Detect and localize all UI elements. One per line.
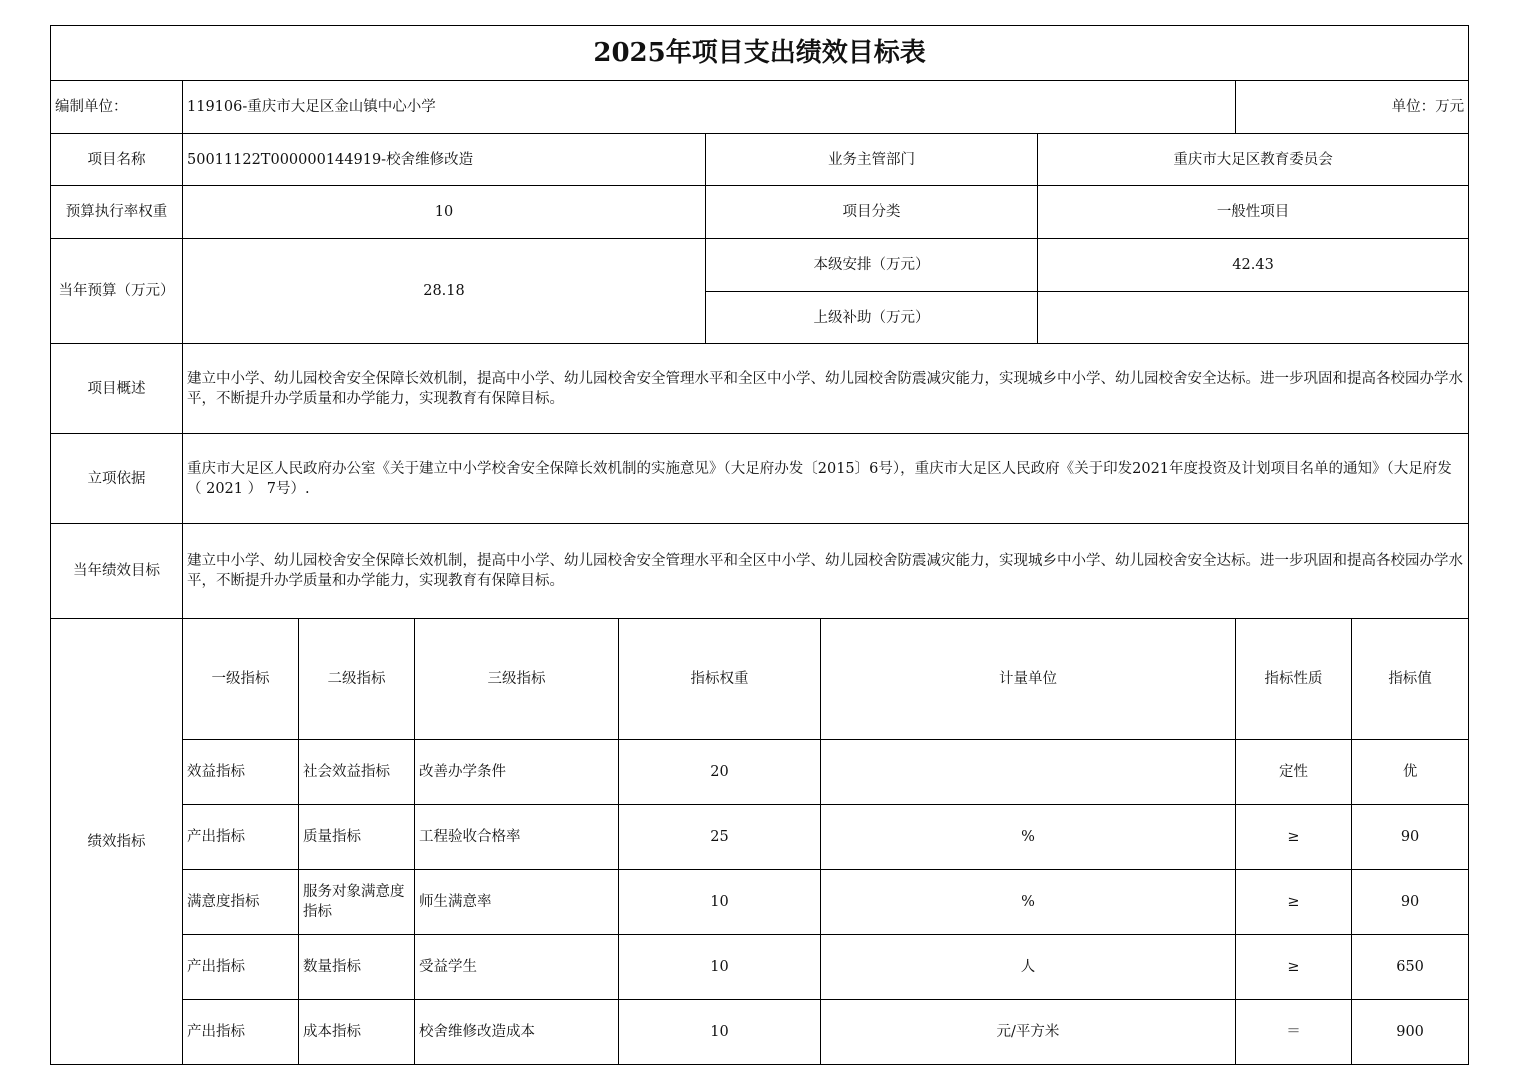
local-arrangement-label: 本级安排（万元） [706,239,1038,292]
cell-weight: 25 [619,805,821,870]
dept-label: 业务主管部门 [706,134,1038,186]
table-row [51,870,1469,935]
cell-value: 90 [1352,870,1469,935]
cell-level2: 质量指标 [299,805,415,870]
header-weight: 指标权重 [619,619,821,740]
unit-value: 119106-重庆市大足区金山镇中心小学 [183,81,1236,134]
cell-weight: 10 [619,935,821,1000]
local-arrangement-value: 42.43 [1038,239,1469,292]
cell-unit: % [821,805,1236,870]
annual-budget-value: 28.18 [183,239,706,344]
upper-subsidy-label: 上级补助（万元） [706,292,1038,344]
cell-level1: 效益指标 [183,740,299,805]
cell-nature: ＝ [1236,1000,1352,1065]
page-title: 2025年项目支出绩效目标表 [51,26,1469,81]
cell-level1: 产出指标 [183,935,299,1000]
cell-unit [821,740,1236,805]
table-row [51,740,1469,805]
cell-level3: 校舍维修改造成本 [415,1000,619,1065]
cell-level1: 产出指标 [183,805,299,870]
cell-unit: 元/平方米 [821,1000,1236,1065]
cell-level1: 产出指标 [183,1000,299,1065]
cell-level3: 改善办学条件 [415,740,619,805]
upper-subsidy-value [1038,292,1469,344]
cell-level2: 成本指标 [299,1000,415,1065]
annual-budget-label: 当年预算（万元） [51,239,183,344]
header-unit: 计量单位 [821,619,1236,740]
cell-unit: 人 [821,935,1236,1000]
table-row [51,805,1469,870]
indicators-label: 绩效指标 [51,619,183,1065]
cell-level3: 受益学生 [415,935,619,1000]
budget-weight-label: 预算执行率权重 [51,186,183,239]
cell-value: 900 [1352,1000,1469,1065]
cell-unit: % [821,870,1236,935]
budget-weight-value: 10 [183,186,706,239]
cell-weight: 10 [619,1000,821,1065]
table-row [51,935,1469,1000]
unit-label: 编制单位： [51,81,183,134]
cell-nature: ≥ [1236,935,1352,1000]
cell-value: 650 [1352,935,1469,1000]
cell-weight: 20 [619,740,821,805]
basis-text: 重庆市大足区人民政府办公室《关于建立中小学校舍安全保障长效机制的实施意见》（大足府办发〔2015〕6号），重庆市大足区人民政府《关于印发2021年度投资及计划项目名单的通知》（大足府发（ 2021 ） 7号）. [183,434,1469,524]
overview-text: 建立中小学、幼儿园校舍安全保障长效机制，提高中小学、幼儿园校舍安全管理水平和全区中小学、幼儿园校舍防震减灾能力，实现城乡中小学、幼儿园校舍安全达标。进一步巩固和提高各校园办学水平，不断提升办学质量和办学能力，实现教育有保障目标。 [183,344,1469,434]
category-value: 一般性项目 [1038,186,1469,239]
table-row [51,1000,1469,1065]
header-nature: 指标性质 [1236,619,1352,740]
cell-nature: ≥ [1236,870,1352,935]
category-label: 项目分类 [706,186,1038,239]
cell-value: 90 [1352,805,1469,870]
dept-value: 重庆市大足区教育委员会 [1038,134,1469,186]
cell-level2: 服务对象满意度指标 [299,870,415,935]
cell-nature: 定性 [1236,740,1352,805]
basis-label: 立项依据 [51,434,183,524]
header-level2: 二级指标 [299,619,415,740]
cell-value: 优 [1352,740,1469,805]
header-value: 指标值 [1352,619,1469,740]
cell-level3: 工程验收合格率 [415,805,619,870]
project-name-label: 项目名称 [51,134,183,186]
cell-nature: ≥ [1236,805,1352,870]
header-level1: 一级指标 [183,619,299,740]
goal-label: 当年绩效目标 [51,524,183,619]
goal-text: 建立中小学、幼儿园校舍安全保障长效机制，提高中小学、幼儿园校舍安全管理水平和全区中小学、幼儿园校舍防震减灾能力，实现城乡中小学、幼儿园校舍安全达标。进一步巩固和提高各校园办学水平，不断提升办学质量和办学能力，实现教育有保障目标。 [183,524,1469,619]
cell-weight: 10 [619,870,821,935]
cell-level2: 数量指标 [299,935,415,1000]
header-level3: 三级指标 [415,619,619,740]
cell-level1: 满意度指标 [183,870,299,935]
performance-target-table [50,25,1469,1065]
cell-level3: 师生满意率 [415,870,619,935]
cell-level2: 社会效益指标 [299,740,415,805]
project-name-value: 50011122T000000144919-校舍维修改造 [183,134,706,186]
money-unit: 单位：万元 [1236,81,1469,134]
overview-label: 项目概述 [51,344,183,434]
